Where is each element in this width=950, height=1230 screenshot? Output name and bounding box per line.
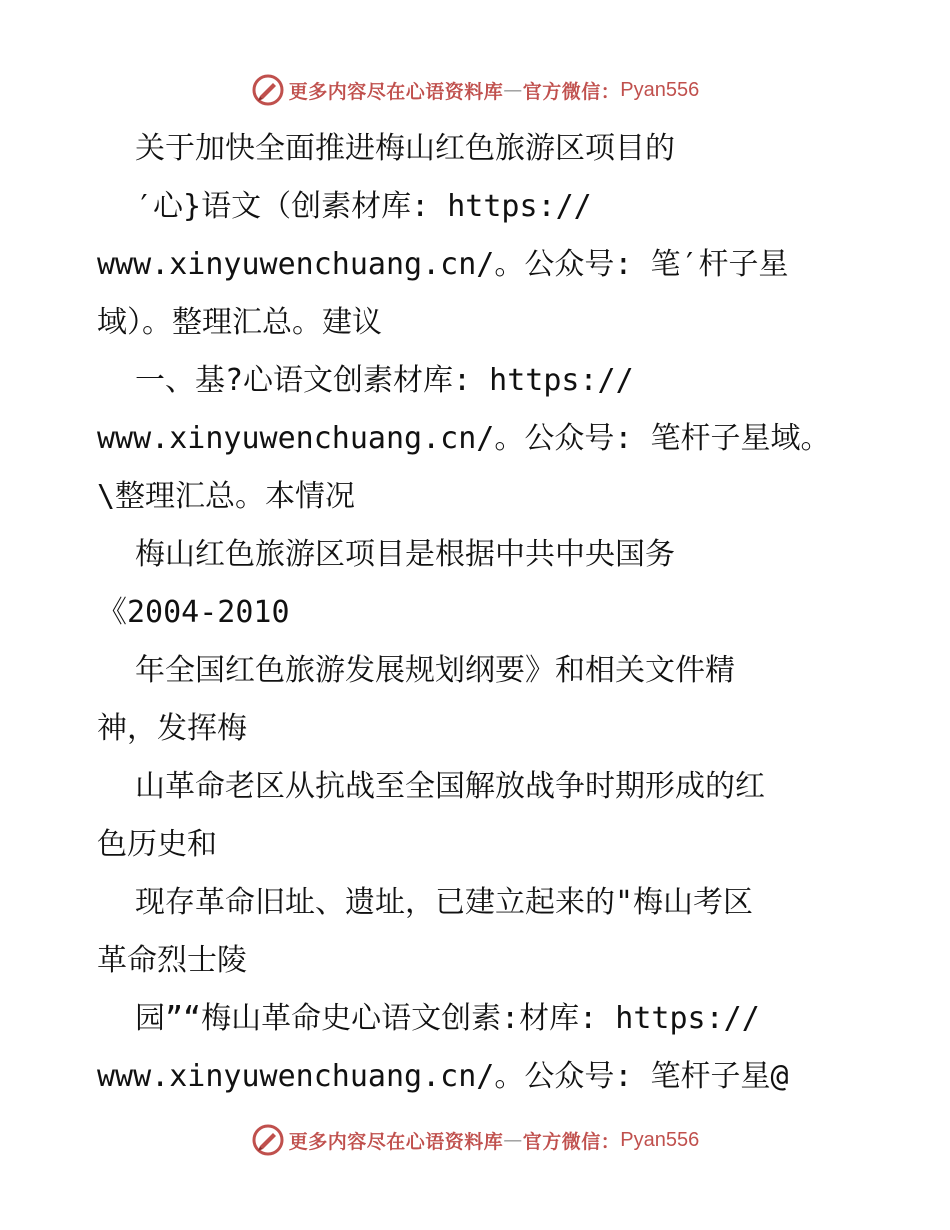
banner-slogan: 更多内容尽在心语资料库	[288, 1130, 504, 1153]
banner-wechat-label: 官方微信：	[522, 80, 621, 103]
text-line: www.xinyuwenchuang.cn/。公众号: 笔杆子星@	[97, 1059, 789, 1094]
text-line: 革命烈士陵	[97, 943, 247, 978]
header-banner	[0, 70, 950, 110]
banner-separator: —	[503, 1129, 523, 1151]
footer-banner	[0, 1120, 950, 1160]
text-line: ′心}语文（创素材库: https://	[135, 189, 592, 224]
text-line: 山革命老区从抗战至全国解放战争时期形成的红	[135, 769, 765, 804]
document-body	[97, 120, 937, 1106]
text-line: 年全国红色旅游发展规划纲要》和相关文件精	[135, 653, 735, 688]
text-line: 一、基?心语文创素材库: https://	[135, 363, 634, 398]
text-line: 色历史和	[97, 827, 217, 862]
text-line: 《2004-2010	[97, 595, 290, 630]
text-line: \整理汇总。本情况	[97, 479, 356, 514]
text-line: 园”“梅山革命史心语文创素:材库: https://	[135, 1001, 760, 1036]
text-line: 关于加快全面推进梅山红色旅游区项目的	[135, 131, 675, 166]
text-line: 梅山红色旅游区项目是根据中共中央国务	[135, 537, 675, 572]
banner-slogan: 更多内容尽在心语资料库	[288, 80, 504, 103]
banner-separator: —	[503, 79, 523, 101]
brand-logo-icon	[251, 1123, 285, 1157]
text-line: 域）。整理汇总。建议	[97, 305, 382, 340]
text-line: 神，发挥梅	[97, 711, 247, 746]
banner-wechat-handle: Pyan556	[620, 1128, 700, 1151]
text-line: www.xinyuwenchuang.cn/。公众号: 笔′杆子星	[97, 247, 789, 282]
banner-wechat-label: 官方微信：	[522, 1130, 621, 1153]
banner-wechat-handle: Pyan556	[620, 78, 700, 101]
text-line: www.xinyuwenchuang.cn/。公众号: 笔杆子星域。	[97, 421, 831, 456]
text-line: 现存革命旧址、遗址，已建立起来的"梅山考区	[135, 885, 754, 920]
brand-logo-icon	[251, 73, 285, 107]
